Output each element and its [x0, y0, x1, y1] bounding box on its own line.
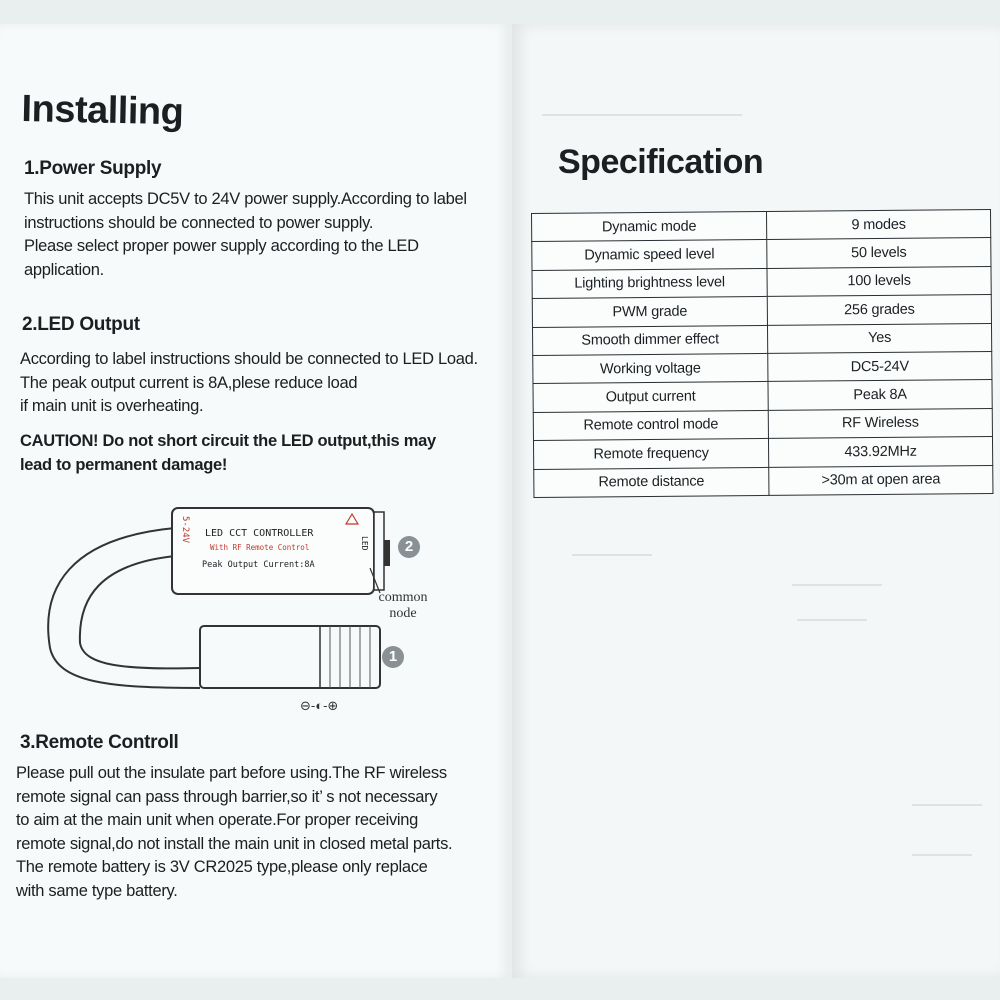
power-supply-line: application.: [24, 260, 104, 279]
spec-value: 256 grades: [767, 295, 991, 325]
remote-control-line: remote signal can pass through barrier,so it’ s not necessary: [16, 787, 438, 806]
power-supply-line: This unit accepts DC5V to 24V power supply.According to label: [24, 190, 467, 208]
spec-key: Working voltage: [533, 353, 768, 383]
spec-value: >30m at open area: [769, 465, 993, 495]
led-output-line: The peak output current is 8A,plese reduce load: [20, 373, 358, 392]
table-row: [533, 380, 992, 412]
controller-subtitle: With RF Remote Control: [210, 543, 310, 552]
table-row: [534, 465, 993, 497]
spec-key: Lighting brightness level: [532, 268, 767, 298]
bleed-through-mark: [797, 619, 867, 621]
spec-value: Peak 8A: [768, 380, 992, 410]
installing-title: Installing: [21, 88, 184, 134]
remote-control-line: with same type battery.: [16, 881, 178, 900]
remote-control-text: [16, 762, 452, 903]
spec-value: DC5-24V: [768, 351, 992, 381]
node-label: node: [389, 606, 417, 621]
specification-title: Specification: [558, 143, 764, 181]
marker-2: 2: [398, 536, 420, 558]
controller-current: Peak Output Current:8A: [202, 560, 315, 570]
power-supply-line: instructions should be connected to power supply.: [24, 213, 374, 232]
led-output-line: According to label instructions should be connected to LED Load.: [20, 350, 478, 368]
polarity-symbol: ⊖-◐-⊕: [300, 698, 339, 713]
bleed-through-mark: [542, 114, 742, 116]
caution-text: [20, 430, 436, 477]
spec-key: Dynamic mode: [532, 211, 767, 241]
spec-value: 9 modes: [766, 209, 990, 239]
spec-key: Output current: [533, 382, 768, 412]
table-row: [532, 238, 991, 270]
common-label: common: [378, 590, 428, 605]
spec-value: 50 levels: [767, 238, 991, 268]
table-row: [533, 351, 992, 383]
remote-control-line: Please pull out the insulate part before using.The RF wireless: [16, 764, 447, 782]
remote-control-heading: 3.Remote Controll: [20, 732, 179, 753]
table-row: [532, 323, 991, 355]
bleed-through-mark: [912, 804, 982, 806]
led-output-heading: 2.LED Output: [22, 314, 140, 335]
remote-control-line: remote signal,do not install the main unit in closed metal parts.: [16, 834, 453, 853]
spec-value: RF Wireless: [768, 408, 992, 438]
spec-value: Yes: [767, 323, 991, 353]
power-supply-text: [24, 188, 467, 282]
table-row: [532, 209, 991, 241]
remote-control-line: The remote battery is 3V CR2025 type,please only replace: [16, 858, 428, 876]
common-node-callout: [375, 590, 431, 622]
bleed-through-mark: [572, 554, 652, 556]
table-row: [532, 295, 991, 327]
led-output-line: if main unit is overheating.: [20, 397, 204, 415]
table-row: [533, 437, 992, 469]
caution-line: CAUTION! Do not short circuit the LED output,this may: [20, 432, 436, 450]
marker-1: 1: [382, 646, 404, 668]
led-output-text: [20, 348, 478, 419]
controller-diagram: [30, 498, 450, 728]
table-row: [532, 266, 991, 298]
spec-key: Remote control mode: [533, 410, 768, 440]
spec-key: Remote frequency: [533, 439, 768, 469]
led-port-label: LED: [360, 536, 369, 551]
input-voltage-label: 5-24V: [180, 516, 190, 544]
spec-value: 433.92MHz: [768, 437, 992, 467]
power-supply-line: Please select proper power supply according to the LED: [24, 237, 419, 255]
remote-control-line: to aim at the main unit when operate.For proper receiving: [16, 811, 419, 829]
spec-value: 100 levels: [767, 266, 991, 296]
spec-key: PWM grade: [532, 297, 767, 327]
controller-title: LED CCT CONTROLLER: [205, 528, 314, 539]
spec-key: Dynamic speed level: [532, 240, 767, 270]
bleed-through-mark: [792, 584, 882, 586]
bleed-through-mark: [912, 854, 972, 856]
table-row: [533, 408, 992, 440]
power-supply-heading: 1.Power Supply: [24, 158, 162, 179]
caution-line: lead to permanent damage!: [20, 455, 228, 474]
specification-table: [531, 209, 993, 498]
spec-key: Smooth dimmer effect: [532, 325, 767, 355]
spec-key: Remote distance: [534, 467, 769, 497]
